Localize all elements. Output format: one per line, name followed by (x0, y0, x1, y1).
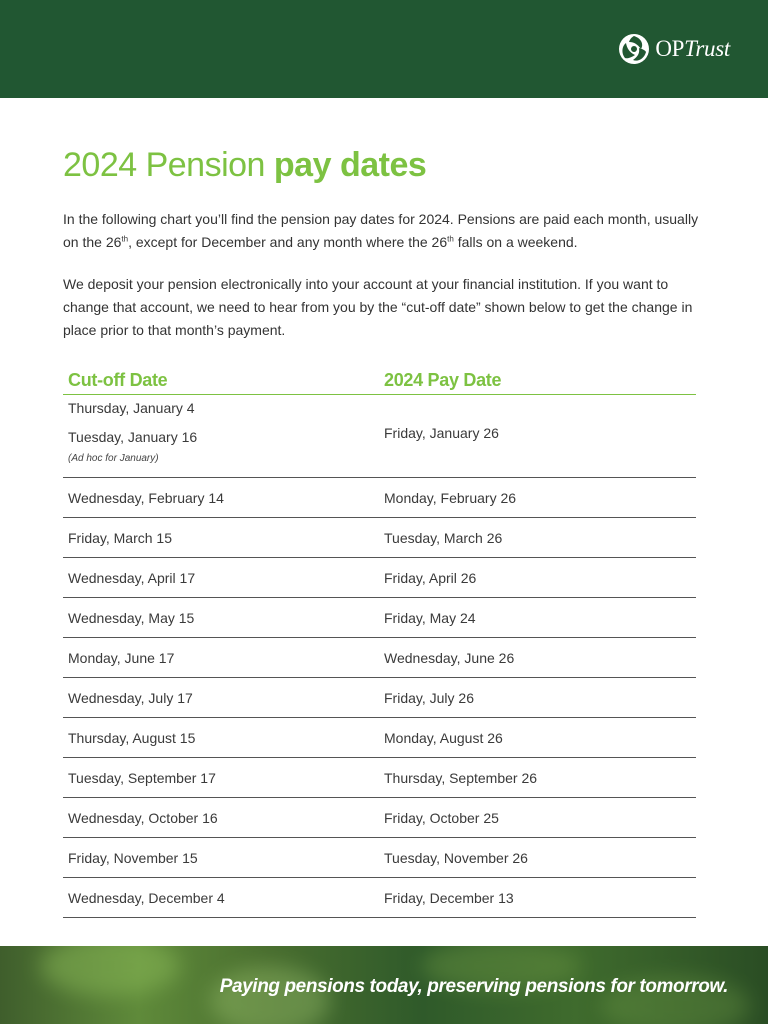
title-regular: 2024 Pension (63, 146, 274, 184)
cutoff-cell (63, 395, 379, 477)
cutoff-date-cell: Wednesday, October 16 (68, 809, 218, 826)
ad-hoc-note: (Ad hoc for January) (68, 453, 159, 464)
pay-date-cell: Thursday, September 26 (384, 769, 538, 786)
optrust-logo (617, 26, 730, 72)
intro-paragraph-1: In the following chart you’ll find the pension pay dates for 2024. Pensions are paid each month, usually on the 26th, except for December and any month where the 26th falls on a weekend. (63, 211, 699, 250)
footer-banner (0, 946, 768, 1024)
table-header (63, 364, 696, 395)
title-bold: pay dates (273, 146, 427, 184)
pay-date-cell: Wednesday, June 26 (384, 649, 515, 666)
intro-paragraph-2: We deposit your pension electronically into your account at your financial institution. If you want to change that account, we need to hear from you by the “cut-off date” shown below to get the change in place prior to that month’s payment. (63, 276, 693, 338)
cutoff-date-1: Thursday, January 4 (68, 400, 195, 416)
header-cutoff-date: Cut-off Date (68, 370, 168, 390)
table-row (63, 878, 696, 918)
header-pay-date: 2024 Pay Date (384, 370, 502, 390)
cutoff-date-cell: Tuesday, September 17 (68, 769, 216, 786)
table-row (63, 478, 696, 518)
pay-date-cell: Friday, December 13 (384, 889, 514, 906)
pay-date-cell: Friday, July 26 (384, 689, 474, 706)
optrust-swirl-icon (617, 28, 651, 70)
page-title (63, 146, 426, 185)
pay-date-cell: Monday, August 26 (384, 729, 503, 746)
pay-date-cell: Tuesday, November 26 (384, 849, 528, 866)
table-row (63, 718, 696, 758)
cutoff-date-cell: Wednesday, December 4 (68, 889, 225, 906)
cutoff-date-cell: Wednesday, July 17 (68, 689, 193, 706)
cutoff-date-cell: Friday, November 15 (68, 849, 198, 866)
table-row (63, 638, 696, 678)
pay-date-cell: Monday, February 26 (384, 489, 517, 506)
table-row (63, 758, 696, 798)
table-row (63, 598, 696, 638)
pay-date-cell: Friday, May 24 (384, 609, 476, 626)
table-row-january (63, 395, 696, 478)
pay-dates-table (63, 364, 696, 918)
pay-date-cell: Friday, January 26 (384, 425, 499, 441)
cutoff-date-cell: Wednesday, February 14 (68, 489, 224, 506)
cutoff-date-cell: Monday, June 17 (68, 649, 175, 666)
table-row (63, 518, 696, 558)
cutoff-date-cell: Thursday, August 15 (68, 729, 196, 746)
table-row (63, 678, 696, 718)
table-row (63, 798, 696, 838)
optrust-wordmark: OPTrust (655, 36, 730, 61)
table-row (63, 558, 696, 598)
pay-date-cell: Tuesday, March 26 (384, 529, 503, 546)
table-row (63, 838, 696, 878)
page-header (0, 0, 768, 98)
cutoff-date-cell: Wednesday, April 17 (68, 569, 196, 586)
cutoff-date-cell: Friday, March 15 (68, 529, 172, 546)
footer-tagline: Paying pensions today, preserving pensions for tomorrow. (219, 976, 728, 997)
cutoff-date-cell: Wednesday, May 15 (68, 609, 195, 626)
pay-date-cell: Friday, October 25 (384, 809, 499, 826)
pay-date-cell: Friday, April 26 (384, 569, 477, 586)
cutoff-date-2: Tuesday, January 16 (68, 429, 198, 445)
